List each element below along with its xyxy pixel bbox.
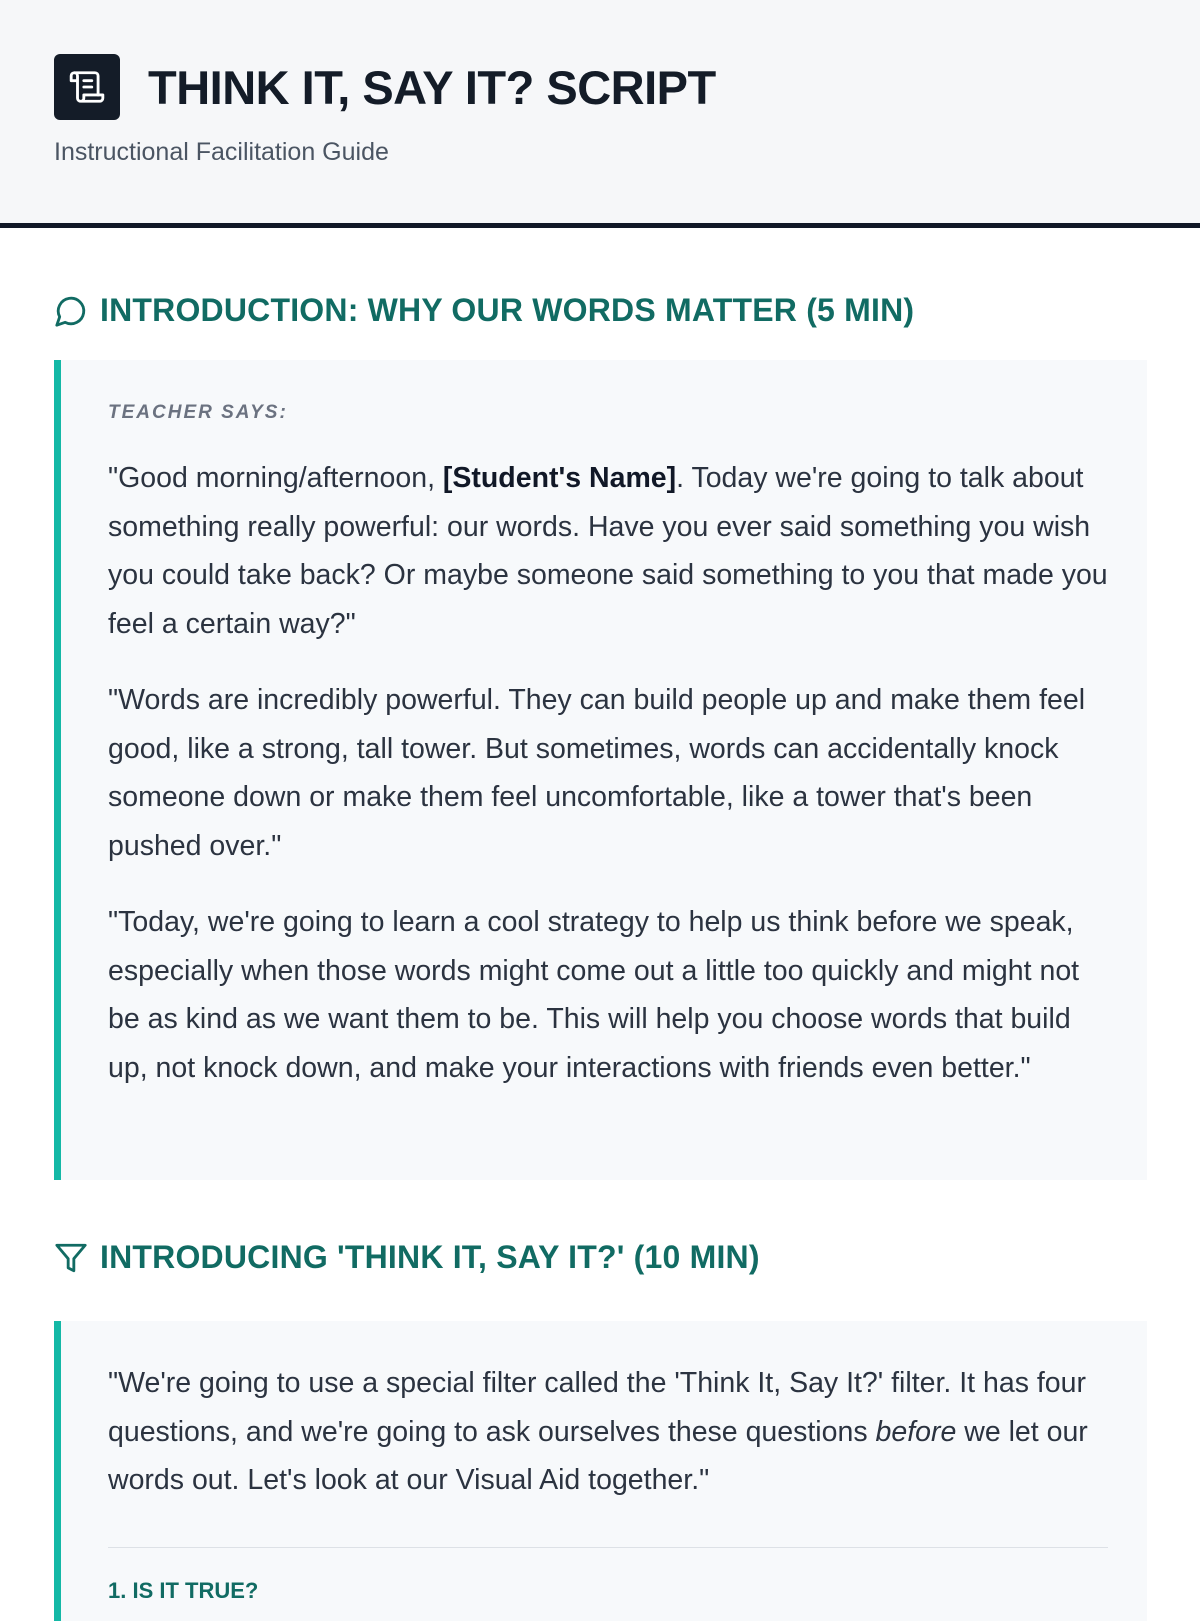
teacher-script-card [54, 360, 1147, 1180]
step-title: 1. IS IT TRUE? [108, 1578, 259, 1603]
speech-bubble-icon [54, 294, 88, 328]
page-subtitle: Instructional Facilitation Guide [54, 138, 389, 166]
header-row [54, 54, 716, 120]
filter-icon [54, 1241, 88, 1275]
script-paragraph: "Today, we're going to learn a cool strategy to help us think before we speak, especially when those words might come out a little too quickly and might not be as kind as we want them to be. This will help you choose words that build up, not knock down, and make your interactions with friends even better." [108, 906, 1080, 1084]
script-paragraph: "Words are incredibly powerful. They can build people up and make them feel good, like a strong, tall tower. But sometimes, words can accidentally knock someone down or make them feel uncomfortable, like a tower that's been pushed over." [108, 684, 1086, 862]
student-name-placeholder: [Student's Name] [442, 462, 677, 494]
emphasis-before: before [875, 1415, 957, 1448]
script-paragraph: "Good morning/afternoon, [Student's Name]. Today we're going to talk about something really powerful: our words. Have you ever said something you wish you could take back? Or maybe someone said something to you that made you feel a certain way?" [108, 462, 1108, 640]
section-heading-introduction [54, 292, 914, 329]
page-header [0, 0, 1200, 228]
section-heading-text: INTRODUCING 'THINK IT, SAY IT?' (10 MIN) [100, 1239, 760, 1275]
speaker-label: TEACHER SAYS: [108, 402, 288, 423]
page-title: THINK IT, SAY IT? SCRIPT [148, 60, 716, 114]
script-paragraph: "We're going to use a special filter called the 'Think It, Say It?' filter. It has four questions, and we're going to ask ourselves these questions before we let our words out. Let's look at our Visual Aid together." [108, 1367, 1088, 1496]
scroll-icon [54, 54, 120, 120]
section-heading-think-it-say-it [54, 1239, 760, 1276]
section-heading-text: INTRODUCTION: WHY OUR WORDS MATTER (5 MIN) [100, 292, 915, 328]
filter-script-card [54, 1321, 1147, 1621]
divider [108, 1547, 1108, 1548]
